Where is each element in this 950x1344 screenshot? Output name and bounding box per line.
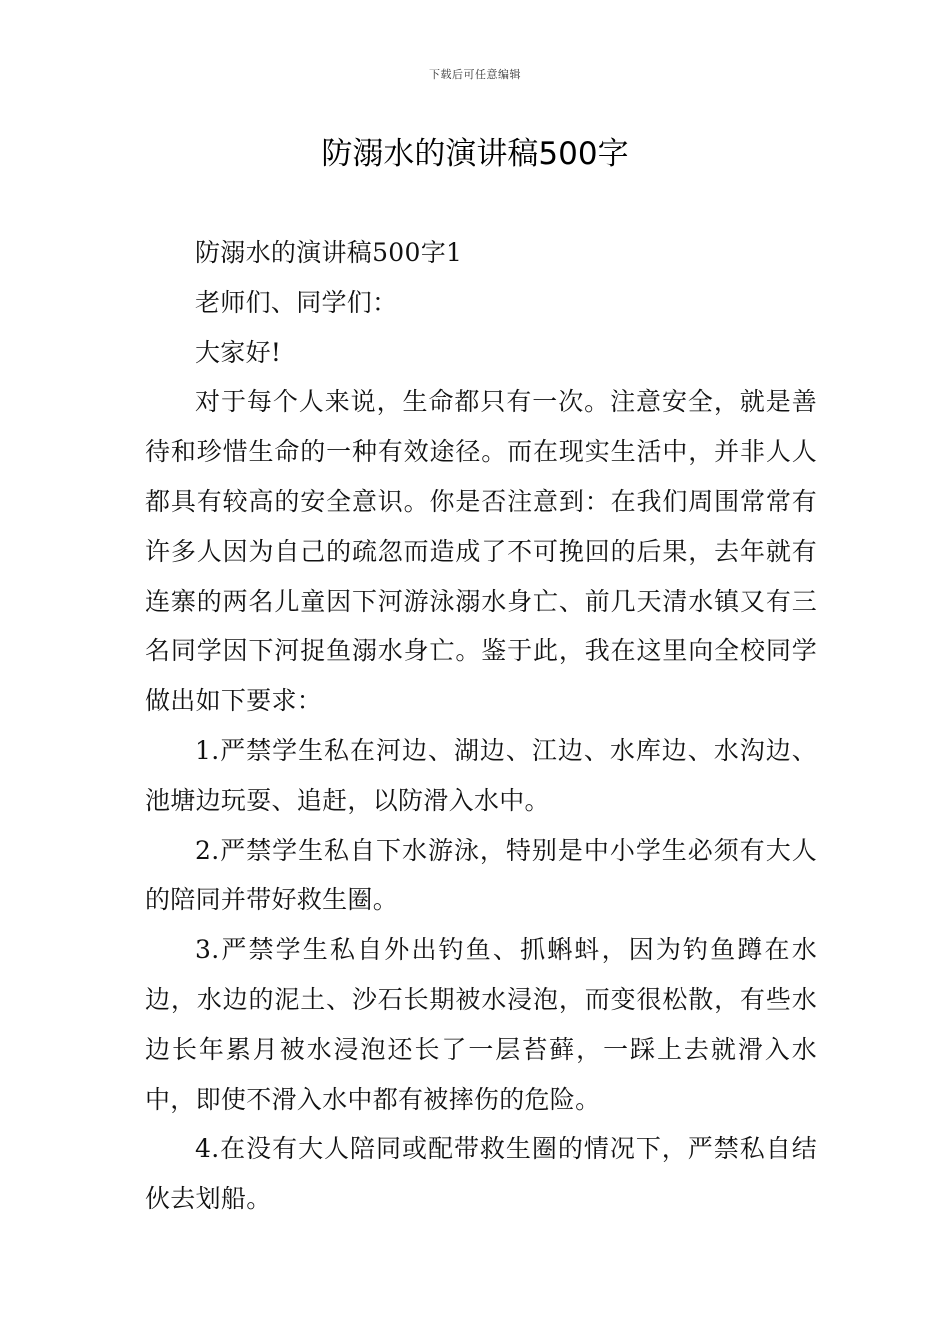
paragraph-salutation: 老师们、同学们：	[195, 287, 398, 317]
document-title: 防溺水的演讲稿500字	[321, 136, 629, 172]
paragraph-intro: 对于每个人来说，生命都只有一次。注意安全，就是善待和珍惜生命的一种有效途径。而在现实生活中，并非人人都具有较高的安全意识。你是否注意到：在我们周围常常有许多人因为自己的疏忽而造成了不可挽回的后果，去年就有连寨的两名儿童因下河游泳溺水身亡、前几天清水镇又有三名同学因下河捉鱼溺水身亡。鉴于此，我在这里向全校同学做出如下要求：	[145, 387, 817, 716]
paragraph-greeting: 大家好!	[195, 337, 282, 367]
paragraph-rule-1: 1.严禁学生私在河边、湖边、江边、水库边、水沟边、池塘边玩耍、追赶，以防滑入水中。	[145, 735, 817, 815]
paragraph-rule-2: 2.严禁学生私自下水游泳，特别是中小学生必须有大人的陪同并带好救生圈。	[145, 835, 817, 915]
document-body	[145, 228, 817, 1224]
paragraph-subtitle: 防溺水的演讲稿500字1	[195, 238, 463, 267]
page-header-note: 下载后可任意编辑	[429, 68, 521, 81]
paragraph-rule-4: 4.在没有大人陪同或配带救生圈的情况下，严禁私自结伙去划船。	[145, 1134, 817, 1214]
paragraph-rule-3: 3.严禁学生私自外出钓鱼、抓蝌蚪，因为钓鱼蹲在水边，水边的泥土、沙石长期被水浸泡，而变很松散，有些水边长年累月被水浸泡还长了一层苔藓，一踩上去就滑入水中，即使不滑入水中都有被摔伤的危险。	[145, 935, 817, 1114]
